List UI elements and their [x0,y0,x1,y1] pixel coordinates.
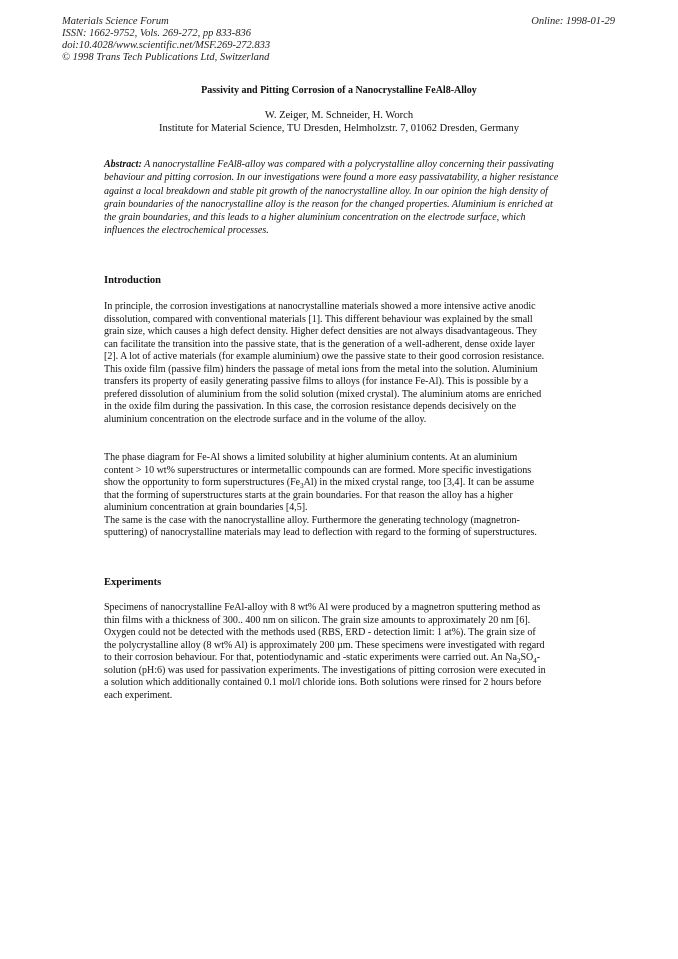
copyright-line: © 1998 Trans Tech Publications Ltd, Switzerland [62,52,270,63]
introduction-heading: Introduction [104,275,161,286]
exp-subscript-2: 4 [533,657,537,665]
intro-p2-subscript: 3 [300,482,304,490]
intro-p2-part-a: The phase diagram for Fe-Al shows a limited solubility at higher aluminium contents. At an aluminium content > 10 wt% superstructures or intermetallic compounds can are formed. More specific investigations show the opportunity to form superstructures (Fe [104,452,532,488]
exp-part-b: -solution (pH:6) was used for passivation experiments. The investigations of pitting corrosion were executed in a solution which additionally contained 0.1 mol/l chloride ions. Both solutions were rinsed for 2 hours before each experiment. [104,652,546,701]
exp-part-a: Specimens of nanocrystalline FeAl-alloy with 8 wt% Al were produced by a magnetron sputtering method as thin films with a thickness of 300.. 400 nm on silicon. The grain size amounts to approximately 20 nm [6]. Oxygen could not be detected with the methods used (RBS, ERD - detection limit: 1 at%). The grain size of the polycrystalline alloy (8 wt% Al) is approximately 200 µm. These specimens were investigated with regard to their corrosion behaviour. For that, potentiodynamic and -static experiments were carried out. An Na [104,602,545,663]
experiments-heading: Experiments [104,577,162,588]
introduction-text-1: In principle, the corrosion investigations at nanocrystalline materials showed a more intensive active anodic dissolution, compared with conventional materials [1]. This different behaviour was explained by the small grain size, which causes a high defect density. Higher defect densities are not always disadvantageous. They can facilitate the transition into the passive state, that is the generation of a well-adherent, dense oxide layer [2]. A lot of active materials (for example aluminium) owe the passive state to their good corrosion resistance. This oxide film (passive film) hinders the passage of metal ions from the metal into the solution. Aluminium transfers its property of easily generating passive films to alloys (for instance Fe-Al). This is possible by a prefered dissolution of aluminium from the solid solution (mixed crystal). The aluminium atoms are enriched in the oxide film during the passivation. In this case, the corrosion resistance depends decisively on the aluminium concentration on the electrode surface and in the volume of the alloy. [104,301,545,425]
introduction-text-2 [104,452,549,515]
doi-link[interactable]: doi:10.4028/www.scientific.net/MSF.269-272.833 [62,40,271,51]
introduction-paragraph-1 [104,301,549,426]
abstract [104,158,564,238]
paper-title: Passivity and Pitting Corrosion of a Nanocrystalline FeAl8-Alloy [201,85,477,96]
exp-subscript-1: 2 [516,657,521,665]
journal-name: Materials Science Forum [62,16,169,27]
intro-p2-part-b: Al) in the mixed crystal range, too [3,4]. It can be assume that the forming of superstructures starts at the grain boundaries. For that reason the alloy has a higher aluminium concentration at grain boundaries [4,5]. [104,477,535,513]
paper-affiliation: Institute for Material Science, TU Dresden, Helmholzstr. 7, 01062 Dresden, Germany [159,123,519,134]
exp-part-mid: SO [520,652,534,663]
journal-header [62,16,270,64]
experiments-paragraph [104,602,549,702]
introduction-paragraph-2 [104,452,549,540]
abstract-text: A nanocrystalline FeAl8-alloy was compared with a polycrystalline alloy concerning their passivating behaviour and pitting corrosion. In our investigations were found a more easy passivatability, a higher resistance against a local breakdown and stable pit growth of the nanocrystalline alloy. In our opinion the high density of grain boundaries of the nanocrystalline alloy is the reason for the changed properties. Aluminium is enriched at the grain boundaries, and this leads to a higher aluminium concentration on the electrode surface, which influences the electrochemical processes. [104,159,559,237]
issn-line: ISSN: 1662-9752, Vols. 269-272, pp 833-836 [62,28,251,39]
experiments-text [104,602,549,702]
abstract-label: Abstract: [104,159,142,170]
online-date: Online: 1998-01-29 [531,16,615,27]
introduction-text-3: The same is the case with the nanocrystalline alloy. Furthermore the generating technology (magnetron-sputtering) of nanocrystalline materials may lead to deflection with regard to the forming of superstructures. [104,514,537,538]
paper-authors: W. Zeiger, M. Schneider, H. Worch [264,110,414,121]
